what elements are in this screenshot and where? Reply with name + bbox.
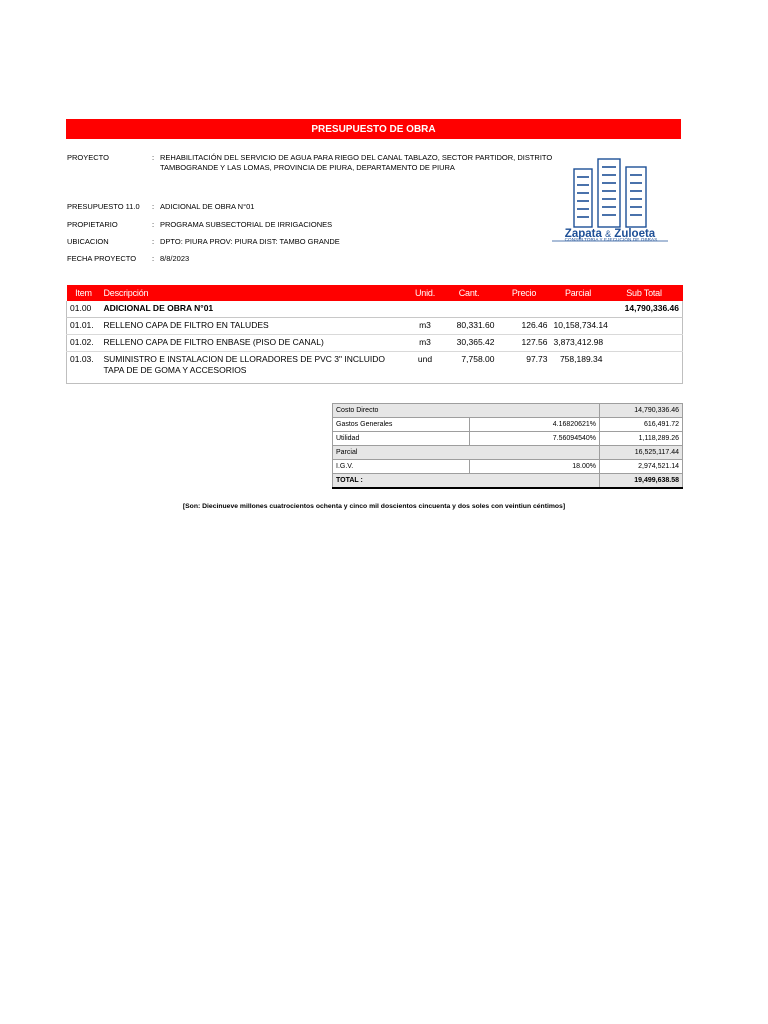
summary-row-total bbox=[333, 474, 683, 489]
table-row bbox=[67, 335, 683, 352]
table-row bbox=[67, 318, 683, 335]
cell-description: SUMINISTRO E INSTALACION DE LLORADORES DE PVC 3" INCLUIDO TAPA DE DE GOMA Y ACCESORIOS bbox=[101, 352, 410, 384]
summary-value: 2,974,521.14 bbox=[600, 460, 683, 474]
label-propietario: PROPIETARIO bbox=[67, 220, 118, 229]
cell-qty: 7,758.00 bbox=[441, 352, 498, 384]
summary-label: TOTAL : bbox=[333, 474, 600, 489]
summary-label: Utilidad bbox=[333, 432, 470, 446]
summary-value: 616,491.72 bbox=[600, 418, 683, 432]
summary-value: 14,790,336.46 bbox=[600, 404, 683, 418]
table-row bbox=[67, 352, 683, 384]
logo-brand-right: Zuloeta bbox=[614, 228, 656, 240]
cell-partial: 10,158,734.14 bbox=[551, 318, 606, 335]
col-subtotal: Sub Total bbox=[606, 285, 683, 301]
cell-unit: m3 bbox=[410, 335, 441, 352]
summary-value: 16,525,117.44 bbox=[600, 446, 683, 460]
summary-label: Costo Directo bbox=[333, 404, 600, 418]
logo-tagline: CONSULTORIA Y EJECUCIÓN DE OBRAS bbox=[564, 237, 658, 242]
value-propietario: PROGRAMA SUBSECTORIAL DE IRRIGACIONES bbox=[160, 220, 333, 229]
col-descripcion: Descripción bbox=[101, 285, 410, 301]
summary-value: 1,118,289.26 bbox=[600, 432, 683, 446]
table-row-group bbox=[67, 301, 683, 318]
summary-row-gastos bbox=[333, 418, 683, 432]
summary-value: 19,499,638.58 bbox=[600, 474, 683, 489]
summary-label: Gastos Generales bbox=[333, 418, 470, 432]
label-ubicacion: UBICACION bbox=[67, 237, 109, 246]
col-parcial: Parcial bbox=[551, 285, 606, 301]
summary-row-igv bbox=[333, 460, 683, 474]
col-unid: Unid. bbox=[410, 285, 441, 301]
label-proyecto: PROYECTO bbox=[67, 153, 109, 162]
cell-unit: m3 bbox=[410, 318, 441, 335]
summary-row-utilidad bbox=[333, 432, 683, 446]
separator: : bbox=[152, 220, 155, 229]
cell-qty: 30,365.42 bbox=[441, 335, 498, 352]
cell-price: 127.56 bbox=[498, 335, 551, 352]
col-cant: Cant. bbox=[441, 285, 498, 301]
label-fecha: FECHA PROYECTO bbox=[67, 254, 137, 263]
separator: : bbox=[152, 202, 155, 211]
cell-partial: 3,873,412.98 bbox=[551, 335, 606, 352]
table-header-row bbox=[67, 285, 683, 301]
cell-item: 01.02. bbox=[67, 335, 101, 352]
budget-table bbox=[66, 285, 683, 384]
value-proyecto: REHABILITACIÓN DEL SERVICIO DE AGUA PARA RIEGO DEL CANAL TABLAZO, SECTOR PARTIDOR, DISTRITO TAMBOGRANDE Y LAS LOMAS, PROVINCIA DE PIURA, DEPARTAMENTO DE PIURA bbox=[160, 153, 553, 172]
summary-pct: 4.16820621% bbox=[470, 418, 600, 432]
summary-label: Parcial bbox=[333, 446, 600, 460]
amount-in-words: [Son: Diecinueve millones cuatrocientos ochenta y cinco mil doscientos cincuenta y dos soles con veintiun céntimos] bbox=[182, 503, 566, 510]
cell-description: RELLENO CAPA DE FILTRO ENBASE (PISO DE CANAL) bbox=[101, 335, 410, 352]
cell-description: ADICIONAL DE OBRA N°01 bbox=[101, 301, 410, 318]
logo-brand-amp: & bbox=[605, 229, 612, 239]
cell-unit: und bbox=[410, 352, 441, 384]
separator: : bbox=[152, 254, 155, 263]
col-precio: Precio bbox=[498, 285, 551, 301]
summary-row-parcial bbox=[333, 446, 683, 460]
page-title: PRESUPUESTO DE OBRA bbox=[66, 119, 681, 139]
separator: : bbox=[152, 153, 155, 162]
value-fecha: 8/8/2023 bbox=[160, 254, 190, 263]
value-presupuesto: ADICIONAL DE OBRA N°01 bbox=[160, 202, 255, 211]
cell-price: 126.46 bbox=[498, 318, 551, 335]
summary-table bbox=[332, 403, 683, 489]
summary-label: I.G.V. bbox=[333, 460, 470, 474]
value-ubicacion: DPTO: PIURA PROV: PIURA DIST: TAMBO GRANDE bbox=[160, 237, 340, 246]
cell-qty: 80,331.60 bbox=[441, 318, 498, 335]
summary-pct: 18.00% bbox=[470, 460, 600, 474]
company-logo bbox=[550, 155, 670, 250]
separator: : bbox=[152, 237, 155, 246]
logo-brand-left: Zapata bbox=[564, 228, 602, 240]
summary-pct: 7.56094540% bbox=[470, 432, 600, 446]
cell-item: 01.03. bbox=[67, 352, 101, 384]
cell-subtotal: 14,790,336.46 bbox=[606, 301, 683, 318]
cell-description: RELLENO CAPA DE FILTRO EN TALUDES bbox=[101, 318, 410, 335]
col-item: Item bbox=[67, 285, 101, 301]
cell-partial: 758,189.34 bbox=[551, 352, 606, 384]
cell-item: 01.01. bbox=[67, 318, 101, 335]
label-presupuesto: PRESUPUESTO 11.0 bbox=[67, 202, 140, 211]
cell-price: 97.73 bbox=[498, 352, 551, 384]
summary-row-costo-directo bbox=[333, 404, 683, 418]
cell-item: 01.00 bbox=[67, 301, 101, 318]
